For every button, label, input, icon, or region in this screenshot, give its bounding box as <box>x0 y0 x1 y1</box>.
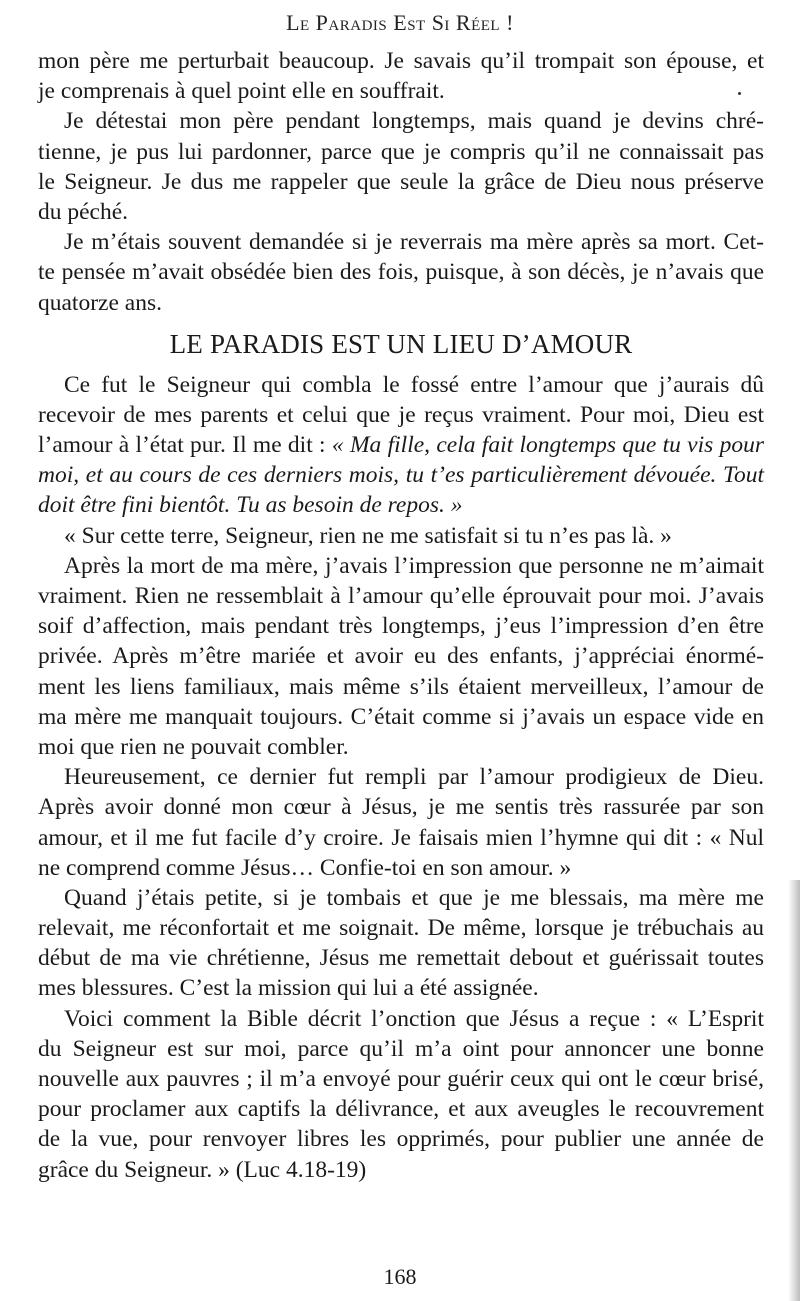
text-line: Ce fut le Seigneur qui combla le fossé entre l’amour que j’aurais dû <box>64 371 764 398</box>
text-line: mon père me perturbait beaucoup. Je savais qu’il trompait son épouse, et <box>38 48 764 74</box>
text-line: te pensée m’avait obsédée bien des fois, puisque, à son décès, je n’avais que <box>38 259 764 286</box>
text-line: recevoir de mes parents et celui que je reçus vraiment. Pour moi, Dieu est <box>38 401 764 428</box>
page-body <box>38 46 764 1185</box>
quote-italic-line: moi, et au cours de ces derniers mois, tu t’es particulièrement dévouée. Tout <box>38 462 764 489</box>
text-line: Heureusement, ce dernier fut rempli par l’amour prodigieux de Dieu. <box>64 764 764 791</box>
text-line: vraiment. Rien ne ressemblait à l’amour qu’elle éprouvait pour moi. J’avais <box>38 583 764 609</box>
text-line: du Seigneur est sur moi, parce qu’il m’a oint pour annoncer une bonne <box>38 1035 764 1062</box>
text-line: nouvelle aux pauvres ; il m’a envoyé pour guérir ceux qui ont le cœur brisé, <box>38 1066 764 1092</box>
text-roman: l’amour à l’état pur. Il me dit : <box>38 432 332 459</box>
text-line: ma mère me manquait toujours. C’était comme si j’avais un espace vide en <box>38 703 764 730</box>
text-line: relevait, me réconfortait et me soignait. De même, lorsque je trébuchais au <box>38 915 764 942</box>
text-line: début de ma vie chrétienne, Jésus me remettait debout et guérissait toutes <box>38 945 764 972</box>
text-line: Après avoir donné mon cœur à Jésus, je me sentis très rassurée par son <box>38 794 764 821</box>
text-after-heading <box>38 521 764 1185</box>
text-line: ne comprend comme Jésus… Confie-toi en son amour. » <box>38 854 572 881</box>
text-line: Quand j’étais petite, si je tombais et que je me blessais, ma mère me <box>64 884 764 911</box>
text-line: soif d’affection, mais pendant très longtemps, j’eus l’impression d’en être <box>38 613 764 640</box>
quote-italic-line: doit être fini bientôt. Tu as besoin de repos. » <box>38 492 463 519</box>
text-line: Voici comment la Bible décrit l’onction que Jésus a reçue : « L’Esprit <box>64 1005 764 1032</box>
section-heading: LE PARADIS EST UN LIEU D’AMOUR <box>169 328 633 359</box>
quote-italic: « Ma fille, cela fait longtemps que tu vis pour <box>331 432 764 459</box>
text-line: du péché. <box>38 198 129 225</box>
text-line: quatorze ans. <box>38 289 162 316</box>
text-line: pour proclamer aux captifs la délivrance, et aux aveugles le recouvrement <box>38 1096 764 1123</box>
page-edge-shadow <box>788 880 800 1301</box>
text-before-heading <box>38 46 764 318</box>
text-line: Après la mort de ma mère, j’avais l’impression que personne ne m’aimait <box>64 552 764 579</box>
text-line: mes blessures. C’est la mission qui lui a été assignée. <box>38 975 539 1002</box>
text-line: « Sur cette terre, Seigneur, rien ne me satisfait si tu n’es pas là. » <box>64 522 672 549</box>
text-line: Je détestai mon père pendant longtemps, mais quand je devins chré- <box>64 108 764 135</box>
page-number: 168 <box>383 1264 417 1289</box>
text-line: le Seigneur. Je dus me rappeler que seule la grâce de Dieu nous préserve <box>38 168 764 195</box>
text-line: je comprenais à quel point elle en souffrait. <box>38 78 445 105</box>
text-line <box>38 430 764 460</box>
text-line: ment les liens familiaux, mais même s’ils étaient merveilleux, l’amour de <box>38 673 764 700</box>
text-line: de la vue, pour renvoyer libres les opprimés, pour publier une année de <box>38 1126 764 1153</box>
text-line: amour, et il me fut facile d’y croire. Je faisais mien l’hymne qui dit : « Nul <box>38 824 764 851</box>
paragraph-divine-words <box>38 370 764 521</box>
running-head: Le Paradis Est Si Réel ! <box>286 10 514 35</box>
text-line: Je m’étais souvent demandée si je reverrais ma mère après sa mort. Cet- <box>64 229 764 256</box>
text-line: privée. Après m’être mariée et avoir eu des enfants, j’appréciai énormé- <box>38 643 764 670</box>
text-line: tienne, je pus lui pardonner, parce que je compris qu’il ne connaissait pas <box>38 138 764 165</box>
text-line: grâce du Seigneur. » (Luc 4.18-19) <box>38 1156 367 1183</box>
text-line: moi que rien ne pouvait combler. <box>38 733 349 760</box>
